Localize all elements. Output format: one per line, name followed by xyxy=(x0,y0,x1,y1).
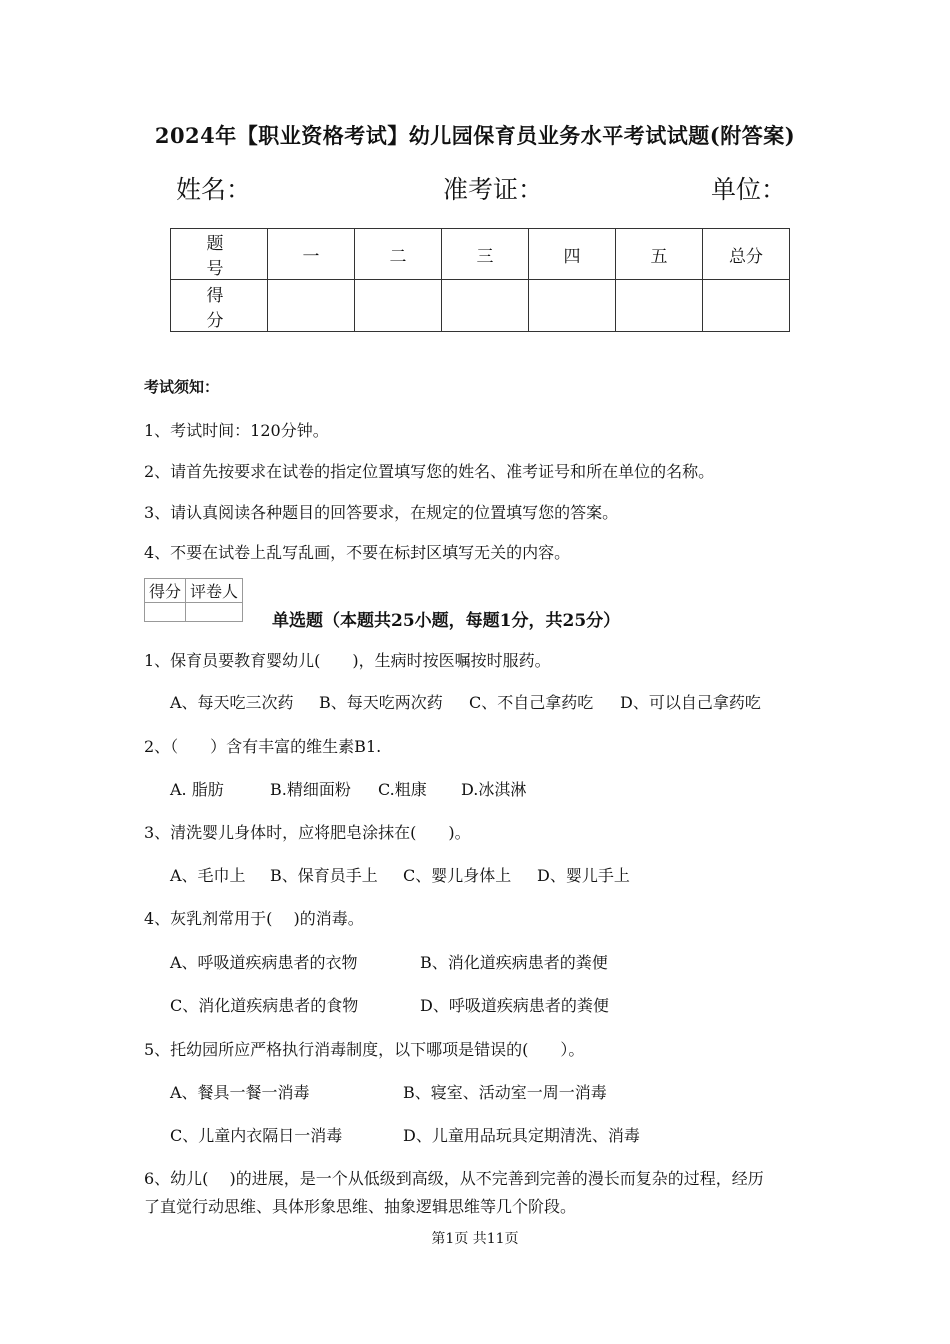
total-header: 总分 xyxy=(703,229,790,280)
option-a: A、每天吃三次药 xyxy=(170,693,294,712)
option-a: A、餐具一餐一消毒 xyxy=(170,1083,310,1102)
option-a: A、毛巾上 xyxy=(170,866,246,885)
score-table xyxy=(170,228,790,332)
option-a: A. 脂肪 xyxy=(170,780,224,799)
question-stem: 2、（ ）含有丰富的维生素B1. xyxy=(144,737,382,756)
question-stem: 3、清洗婴儿身体时，应将肥皂涂抹在( )。 xyxy=(144,823,471,842)
option-a: A、呼吸道疾病患者的衣物 xyxy=(170,953,358,972)
grader-score-cell[interactable] xyxy=(145,603,186,622)
score-cell-2[interactable] xyxy=(355,280,442,332)
option-c: C、儿童内衣隔日一消毒 xyxy=(170,1126,343,1145)
grader-table xyxy=(144,578,243,622)
question-stem: 5、托幼园所应严格执行消毒制度，以下哪项是错误的( ）。 xyxy=(144,1040,585,1059)
question-stem-continued: 了直觉行动思维、具体形象思维、抽象逻辑思维等几个阶段。 xyxy=(144,1197,577,1216)
option-b: B、每天吃两次药 xyxy=(319,693,443,712)
section-5-header: 五 xyxy=(616,229,703,280)
grader-reviewer-label: 评卷人 xyxy=(186,579,243,603)
option-b: B、保育员手上 xyxy=(270,866,378,885)
option-c: C、不自己拿药吃 xyxy=(469,693,594,712)
grader-score-label: 得分 xyxy=(145,579,186,603)
notice-item: 4、不要在试卷上乱写乱画，不要在标封区填写无关的内容。 xyxy=(144,543,571,562)
option-d: D、婴儿手上 xyxy=(537,866,630,885)
option-d: D、呼吸道疾病患者的粪便 xyxy=(420,996,609,1015)
question-stem: 4、灰乳剂常用于( )的消毒。 xyxy=(144,909,364,928)
page-title: 2024年【职业资格考试】幼儿园保育员业务水平考试试题(附答案) xyxy=(154,123,796,148)
section-4-header: 四 xyxy=(529,229,616,280)
score-cell-total[interactable] xyxy=(703,280,790,332)
notice-heading: 考试须知： xyxy=(144,378,220,396)
notice-item: 2、请首先按要求在试卷的指定位置填写您的姓名、准考证号和所在单位的名称。 xyxy=(144,462,715,481)
section-1-header: 一 xyxy=(268,229,355,280)
score-label: 得 分 xyxy=(171,280,268,332)
option-d: D、儿童用品玩具定期清洗、消毒 xyxy=(403,1126,640,1145)
question-stem: 1、保育员要教育婴幼儿( )，生病时按医嘱按时服药。 xyxy=(144,651,551,670)
option-c: C、婴儿身体上 xyxy=(403,866,512,885)
notice-item: 1、考试时间：120分钟。 xyxy=(144,421,329,440)
option-b: B.精细面粉 xyxy=(270,780,351,799)
option-b: B、消化道疾病患者的粪便 xyxy=(420,953,608,972)
question-stem: 6、幼儿( )的进展，是一个从低级到高级，从不完善到完善的漫长而复杂的过程，经历 xyxy=(144,1169,764,1188)
question-number-label: 题 号 xyxy=(171,229,268,280)
page-footer: 第1页 共11页 xyxy=(431,1231,519,1247)
score-cell-3[interactable] xyxy=(442,280,529,332)
score-cell-4[interactable] xyxy=(529,280,616,332)
name-field-label: 姓名： xyxy=(176,175,252,204)
score-table-score-row xyxy=(171,280,790,332)
option-b: B、寝室、活动室一周一消毒 xyxy=(403,1083,607,1102)
section-title: 单选题（本题共25小题，每题1分，共25分） xyxy=(272,611,621,631)
section-2-header: 二 xyxy=(355,229,442,280)
option-d: D.冰淇淋 xyxy=(461,780,527,799)
section-3-header: 三 xyxy=(442,229,529,280)
unit-field-label: 单位： xyxy=(711,175,787,204)
exam-id-field-label: 准考证： xyxy=(443,175,544,204)
notice-item: 3、请认真阅读各种题目的回答要求，在规定的位置填写您的答案。 xyxy=(144,503,619,522)
option-c: C.粗康 xyxy=(378,780,427,799)
score-cell-1[interactable] xyxy=(268,280,355,332)
option-c: C、消化道疾病患者的食物 xyxy=(170,996,359,1015)
grader-reviewer-cell[interactable] xyxy=(186,603,243,622)
option-d: D、可以自己拿药吃 xyxy=(620,693,761,712)
score-cell-5[interactable] xyxy=(616,280,703,332)
score-table-header-row xyxy=(171,229,790,280)
